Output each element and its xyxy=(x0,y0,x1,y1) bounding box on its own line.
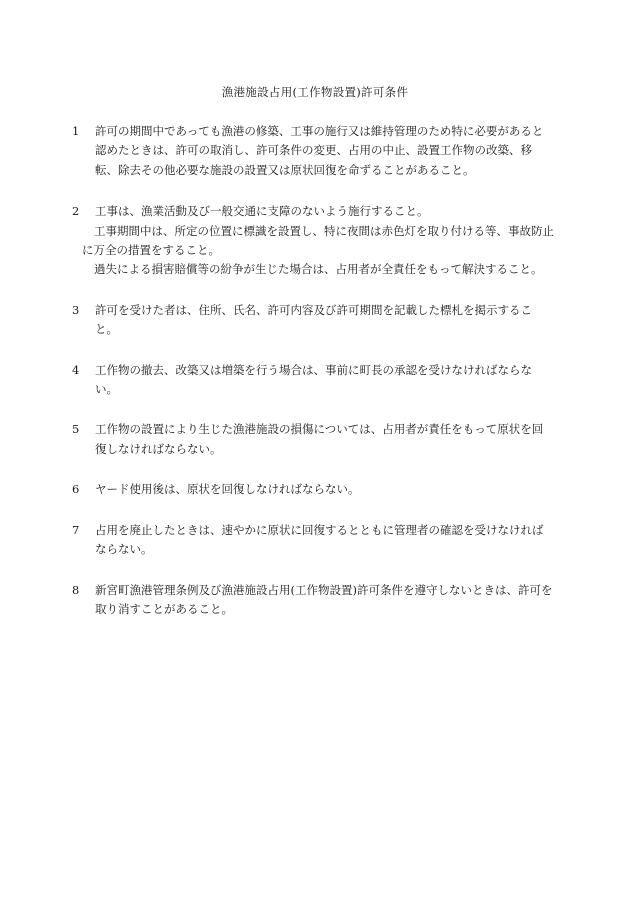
clause-2 xyxy=(72,202,554,280)
clause-text: 工事は、漁業活動及び一般交通に支障のないよう施行すること。 xyxy=(95,204,429,219)
clause-6 xyxy=(72,480,554,499)
clause-1-paragraph xyxy=(72,122,554,180)
clause-text: ヤード使用後は、原状を回復しなければならない。 xyxy=(95,482,360,497)
clause-3-paragraph xyxy=(72,301,554,340)
clause-list xyxy=(72,122,554,640)
clause-number: 1 xyxy=(72,124,80,138)
clause-4 xyxy=(72,361,554,400)
clause-number: 5 xyxy=(72,422,80,437)
clause-text: 新宮町漁港管理条例及び漁港施設占用(工作物設置)許可条件を遵守しないときは、許可を取り消すことがあること。 xyxy=(95,582,553,616)
clause-text: 許可を受けた者は、住所、氏名、許可内容及び許可期間を記載した標札を掲示すること。 xyxy=(95,302,532,337)
clause-number: 2 xyxy=(72,204,80,219)
clause-8 xyxy=(72,581,554,620)
clause-3 xyxy=(72,301,554,340)
clause-1 xyxy=(72,122,554,180)
clause-number: 3 xyxy=(72,302,80,317)
document-title: 漁港施設占用(工作物設置)許可条件 xyxy=(221,85,409,99)
clause-7-paragraph xyxy=(72,521,554,560)
clause-5 xyxy=(72,420,554,459)
clause-text: 工作物の撤去、改築又は増築を行う場合は、事前に町長の承認を受けなければならない。 xyxy=(95,362,532,397)
clause-text: 工作物の設置により生じた漁港施設の損傷については、占用者が責任をもって原状を回復しなければならない。 xyxy=(95,422,544,456)
clause-6-paragraph xyxy=(72,480,554,499)
clause-text: 占用を廃止したときは、速やかに原状に回復するとともに管理者の確認を受けなければならない。 xyxy=(95,522,544,557)
clause-2-subparagraph: 過失による損害賠償等の紛争が生じた場合は、占用者が全責任をもって解決すること。 xyxy=(94,262,543,277)
clause-number: 7 xyxy=(72,522,80,537)
clause-2-paragraph xyxy=(72,202,554,221)
clause-8-paragraph xyxy=(72,581,554,620)
clause-4-paragraph xyxy=(72,361,554,400)
clause-5-paragraph xyxy=(72,420,554,459)
clause-text: 許可の期間中であっても漁港の修築、工事の施行又は維持管理のため特に必要があると認めたときは、許可の取消し、許可条件の変更、占用の中止、設置工作物の改築、移転、除去その他必要な施設の設置又は原状回復を命ずることがあること。 xyxy=(95,124,544,177)
clause-number: 4 xyxy=(72,362,80,377)
clause-7 xyxy=(72,521,554,560)
clause-2-subparagraph: 工事期間中は、所定の位置に標識を設置し、特に夜間は赤色灯を取り付ける等、事故防止に万全の措置をすること。 xyxy=(82,223,554,258)
clause-number: 6 xyxy=(72,482,80,497)
clause-number: 8 xyxy=(72,582,80,597)
